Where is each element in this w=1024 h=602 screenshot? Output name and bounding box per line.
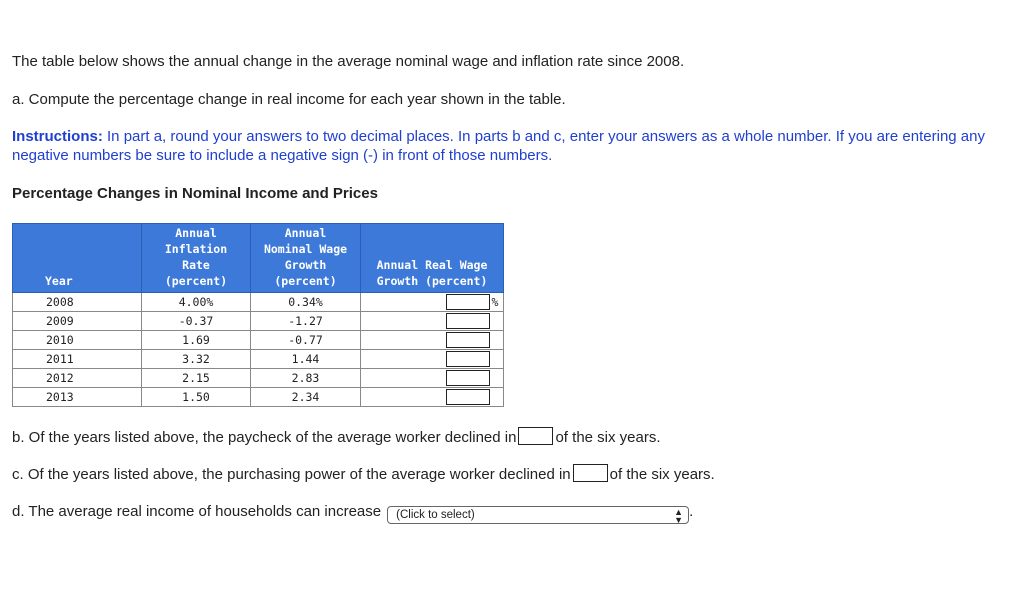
real-answer-cell: [361, 350, 504, 369]
header-inflation-line: Annual: [175, 226, 217, 240]
instructions-label: Instructions:: [12, 128, 103, 145]
part-c-suffix: of the six years.: [609, 466, 715, 483]
part-c: [12, 464, 715, 484]
header-real: [361, 224, 504, 293]
part-c-input[interactable]: [573, 464, 608, 482]
real-growth-input[interactable]: [446, 351, 490, 367]
select-value: (Click to select): [396, 509, 475, 521]
part-b: [12, 427, 661, 447]
real-growth-input[interactable]: [446, 294, 490, 310]
table-row: [13, 369, 504, 388]
nominal-cell: -1.27: [251, 312, 361, 331]
inflation-cell: -0.37: [142, 312, 251, 331]
inflation-cell: 4.00%: [142, 293, 251, 312]
year-cell: 2013: [13, 388, 142, 407]
part-b-text: b. Of the years listed above, the paycheck of the average worker declined in: [12, 429, 517, 446]
part-d-text: d. The average real income of households can increase: [12, 503, 382, 520]
nominal-cell: -0.77: [251, 331, 361, 350]
header-inflation: [142, 224, 251, 293]
intro-text: The table below shows the annual change in the average nominal wage and inflation rate since 2008.: [12, 53, 685, 70]
header-nominal: [251, 224, 361, 293]
header-real-line: Growth (percent): [376, 274, 488, 288]
part-b-suffix: of the six years.: [555, 429, 661, 446]
header-inflation-line: Inflation: [164, 242, 228, 256]
real-growth-input[interactable]: [446, 332, 490, 348]
table-row: [13, 388, 504, 407]
header-year: Year: [13, 224, 142, 293]
inflation-cell: 1.50: [142, 388, 251, 407]
table-row: [13, 293, 504, 312]
real-answer-cell: [361, 293, 504, 312]
real-growth-input[interactable]: [446, 389, 490, 405]
part-d-suffix: .: [689, 503, 694, 520]
year-cell: 2011: [13, 350, 142, 369]
real-answer-cell: [361, 331, 504, 350]
inflation-cell: 3.32: [142, 350, 251, 369]
real-answer-cell: [361, 388, 504, 407]
table-row: [13, 350, 504, 369]
percent-sign: %: [491, 295, 499, 309]
real-answer-cell: [361, 312, 504, 331]
header-inflation-line: (percent): [164, 274, 228, 288]
select-arrows-icon: ▲ ▼: [674, 507, 684, 525]
real-growth-input[interactable]: [446, 370, 490, 386]
inflation-cell: 2.15: [142, 369, 251, 388]
instructions-text: In part a, round your answers to two decimal places. In parts b and c, enter your answers as a whole number. If you are entering any negative numbers be sure to include a negative sign (-) in front of those numbers.: [12, 128, 985, 164]
inflation-cell: 1.69: [142, 331, 251, 350]
year-cell: 2010: [13, 331, 142, 350]
part-a-text: a. Compute the percentage change in real income for each year shown in the table.: [12, 91, 566, 108]
nominal-cell: 2.34: [251, 388, 361, 407]
part-b-input[interactable]: [518, 427, 553, 445]
header-real-line: Annual Real Wage: [376, 258, 488, 272]
table-title: Percentage Changes in Nominal Income and Prices: [12, 185, 378, 202]
header-inflation-line: Rate: [182, 258, 210, 272]
real-answer-cell: [361, 369, 504, 388]
nominal-cell: 2.83: [251, 369, 361, 388]
wage-table: [12, 223, 504, 407]
year-cell: 2008: [13, 293, 142, 312]
header-nominal-line: Growth: [284, 258, 327, 272]
instructions: [12, 127, 1002, 165]
table-row: [13, 312, 504, 331]
year-cell: 2012: [13, 369, 142, 388]
real-growth-input[interactable]: [446, 313, 490, 329]
header-nominal-line: Nominal Wage: [263, 242, 348, 256]
year-cell: 2009: [13, 312, 142, 331]
table-row: [13, 331, 504, 350]
header-nominal-line: (percent): [274, 274, 337, 288]
part-d: [12, 502, 693, 524]
nominal-cell: 0.34%: [251, 293, 361, 312]
part-d-select[interactable]: [387, 506, 689, 524]
header-nominal-line: Annual: [284, 226, 327, 240]
nominal-cell: 1.44: [251, 350, 361, 369]
part-c-text: c. Of the years listed above, the purchasing power of the average worker declined in: [12, 466, 571, 483]
